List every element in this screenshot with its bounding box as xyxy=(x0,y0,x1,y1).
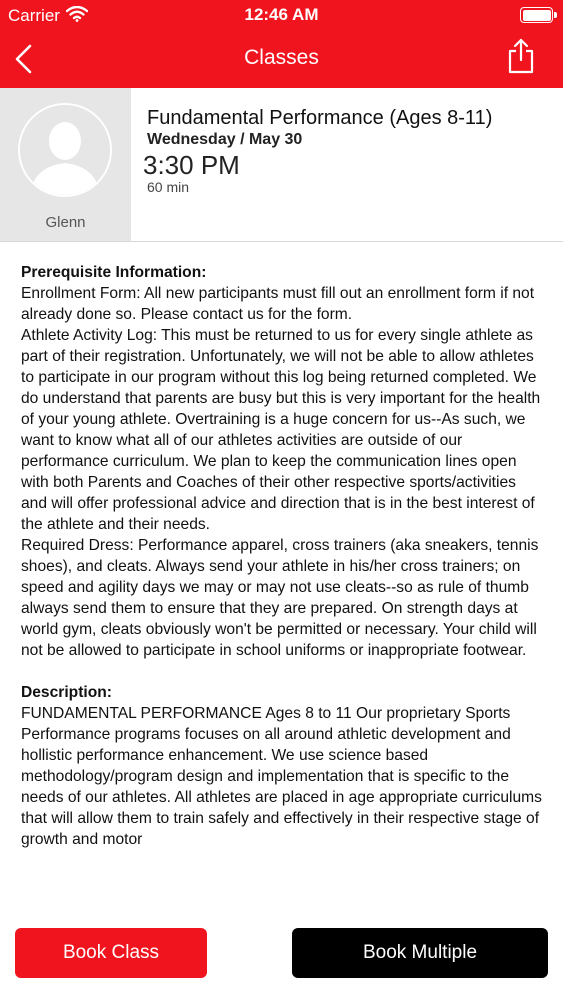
prerequisite-heading: Prerequisite Information: xyxy=(21,264,207,281)
instructor-panel[interactable] xyxy=(0,88,131,241)
class-duration: 60 min xyxy=(147,179,190,195)
battery-icon xyxy=(520,7,553,23)
share-button[interactable] xyxy=(507,38,535,76)
description-heading: Description: xyxy=(21,684,112,701)
status-bar xyxy=(0,0,563,30)
class-time: 3:30 PM xyxy=(143,150,240,180)
description-text: FUNDAMENTAL PERFORMANCE Ages 8 to 11 Our proprietary Sports Performance programs focuses on all around athletic development and hollistic performance enhancement. We use science based methodology/program design and implementation that is specific to the needs of our athletes. All athletes are placed in age appropriate curriculums that will allow them to train safely and effectively in their respective stage of growth and motor xyxy=(21,705,542,848)
class-title: Fundamental Performance (Ages 8-11) xyxy=(147,107,493,129)
book-class-button[interactable]: Book Class xyxy=(15,928,207,978)
nav-bar xyxy=(0,30,563,88)
instructor-name: Glenn xyxy=(45,214,86,231)
prerequisite-text: Enrollment Form: All new participants must fill out an enrollment form if not already done so. Please contact us for the form. Athlete Activity Log: This must be returned to us for every single athlete as part of their registration. Unfortunately, we will not be able to allow athletes to participate in our program without this log being returned completed. We do understand that parents are busy but this is very important for the health of your young athlete. Overtraining is a huge concern for us--As such, we want to know what all of our athletes activities are outside of our performance curriculum. We plan to keep the communication lines open with both Parents and Coaches of their other respective sports/activities and will offer professional advice and direction that is in the best interest of the athlete and their needs. Required Dress: Performance apparel, cross trainers (aka sneakers, tennis shoes), and cleats. Always send your athlete in his/her cross trainers; on speed and agility days we may or may not use cleats--so as rule of thumb always send them to ensure that they are prepared. On strength days at world gym, cleats obviously won't be permitted or necessary. Your child will not be allowed to participate in school uniforms or inappropriate footwear. xyxy=(21,285,541,659)
class-date: Wednesday / May 30 xyxy=(147,131,303,148)
carrier-label: Carrier xyxy=(8,6,60,25)
book-multiple-button[interactable]: Book Multiple xyxy=(292,928,548,978)
person-icon xyxy=(20,105,110,195)
section-spacer xyxy=(21,661,546,682)
status-time: 12:46 AM xyxy=(244,5,319,24)
share-icon xyxy=(507,38,535,76)
avatar xyxy=(18,103,112,197)
page-title: Classes xyxy=(244,46,319,69)
top-bar xyxy=(0,0,563,88)
class-details[interactable] xyxy=(21,262,546,916)
